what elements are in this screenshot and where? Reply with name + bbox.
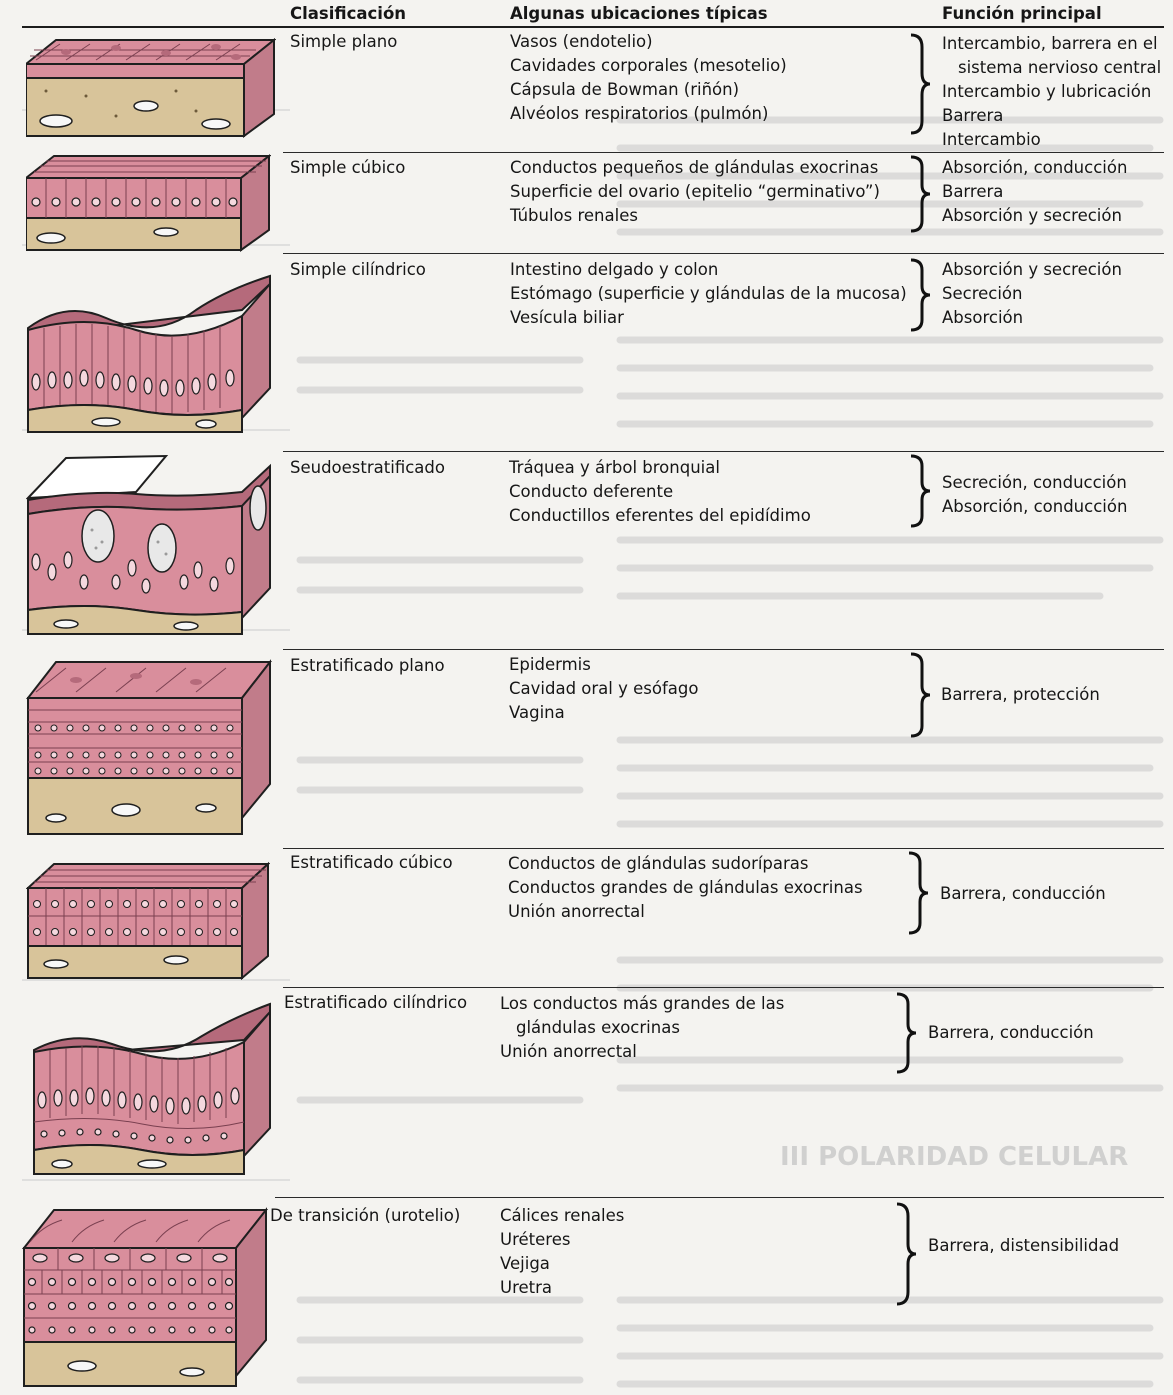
classification-label: Seudoestratificado [290,458,445,477]
row-divider [283,987,1164,988]
location-item: Cavidad oral y esófago [509,679,699,698]
location-item: Vesícula biliar [510,308,624,327]
location-item: Conductos de glándulas sudoríparas [508,854,809,873]
location-item: Tráquea y árbol bronquial [509,458,720,477]
function-item: Barrera [942,106,1004,125]
location-item: glándulas exocrinas [516,1018,680,1037]
function-item: Barrera, distensibilidad [928,1236,1120,1255]
row-divider [283,253,1164,254]
function-item: sistema nervioso central [958,58,1162,77]
location-item: Vejiga [500,1254,550,1273]
location-item: Conducto deferente [509,482,674,501]
location-item: Uretra [500,1278,553,1297]
simple-squamous-epithelium-illustration [26,36,276,138]
right-brace-icon [908,258,932,332]
location-item: Vagina [509,703,565,722]
function-item: Absorción y secreción [942,206,1122,225]
function-item: Intercambio, barrera en el [942,34,1158,53]
function-item: Intercambio [942,130,1041,149]
function-item: Absorción, conducción [942,497,1128,516]
location-item: Conductos pequeños de glándulas exocrinas [510,158,879,177]
classification-label: De transición (urotelio) [270,1206,461,1225]
locations-list [509,456,811,528]
locations-list [508,852,863,924]
location-item: Superficie del ovario (epitelio “germinativo”) [510,182,880,201]
function-item: Barrera [942,182,1004,201]
locations-list [509,653,698,725]
functions-list [942,156,1127,228]
locations-list [500,992,784,1064]
svg-text:III POLARIDAD CELULAR: III POLARIDAD CELULAR [780,1142,1129,1172]
stratified-columnar-epithelium-illustration [32,1000,272,1176]
location-item: Unión anorrectal [500,1042,637,1061]
header-function: Función principal [942,4,1102,23]
locations-list [500,1204,624,1300]
simple-cuboidal-epithelium-illustration [26,152,271,252]
function-item: Absorción y secreción [942,260,1122,279]
locations-list [510,156,880,228]
locations-list [510,258,907,330]
function-item: Secreción, conducción [942,473,1127,492]
header-classification: Clasificación [290,4,407,23]
classification-label: Simple plano [290,32,398,51]
right-brace-icon [906,851,930,935]
function-item: Barrera, conducción [940,884,1106,903]
location-item: Túbulos renales [510,206,638,225]
location-item: Estómago (superficie y glándulas de la mucosa) [510,284,907,303]
functions-list [928,1021,1094,1045]
row-divider [283,152,1164,153]
location-item: Alvéolos respiratorios (pulmón) [510,104,769,123]
right-brace-icon [894,992,918,1074]
right-brace-icon [908,33,932,135]
functions-list [928,1234,1119,1258]
functions-list [941,683,1100,707]
row-divider [283,451,1164,452]
simple-columnar-epithelium-illustration [26,270,272,435]
row-divider [283,848,1164,849]
location-item: Epidermis [509,655,591,674]
location-item: Cápsula de Bowman (riñón) [510,80,740,99]
functions-list [940,882,1106,906]
right-brace-icon [908,155,932,233]
header-rule [22,26,1164,28]
function-item: Barrera, protección [941,685,1100,704]
function-item: Absorción, conducción [942,158,1128,177]
row-divider [275,1197,1164,1198]
function-item: Secreción [942,284,1023,303]
right-brace-icon [894,1202,918,1306]
pseudostratified-epithelium-illustration [26,452,272,636]
location-item: Uréteres [500,1230,571,1249]
functions-list [942,32,1161,152]
location-item: Unión anorrectal [508,902,645,921]
function-item: Intercambio y lubricación [942,82,1152,101]
location-item: Intestino delgado y colon [510,260,719,279]
right-brace-icon [908,454,932,528]
classification-label: Estratificado plano [290,656,445,675]
location-item: Conductos grandes de glándulas exocrinas [508,878,863,897]
location-item: Los conductos más grandes de las [500,994,785,1013]
row-divider [283,649,1164,650]
classification-label: Estratificado cilíndrico [284,993,468,1012]
function-item: Barrera, conducción [928,1023,1094,1042]
classification-label: Estratificado cúbico [290,853,453,872]
functions-list [942,258,1122,330]
location-item: Cavidades corporales (mesotelio) [510,56,787,75]
classification-label: Simple cúbico [290,158,406,177]
location-item: Vasos (endotelio) [510,32,653,51]
functions-list [942,471,1127,519]
locations-list [510,30,787,126]
right-brace-icon [908,652,932,738]
stratified-cuboidal-epithelium-illustration [26,860,270,980]
location-item: Conductillos eferentes del epidídimo [509,506,811,525]
header-locations: Algunas ubicaciones típicas [510,4,768,23]
stratified-squamous-epithelium-illustration [26,658,272,836]
classification-label: Simple cilíndrico [290,260,426,279]
transitional-epithelium-illustration [22,1206,268,1388]
location-item: Cálices renales [500,1206,625,1225]
function-item: Absorción [942,308,1024,327]
